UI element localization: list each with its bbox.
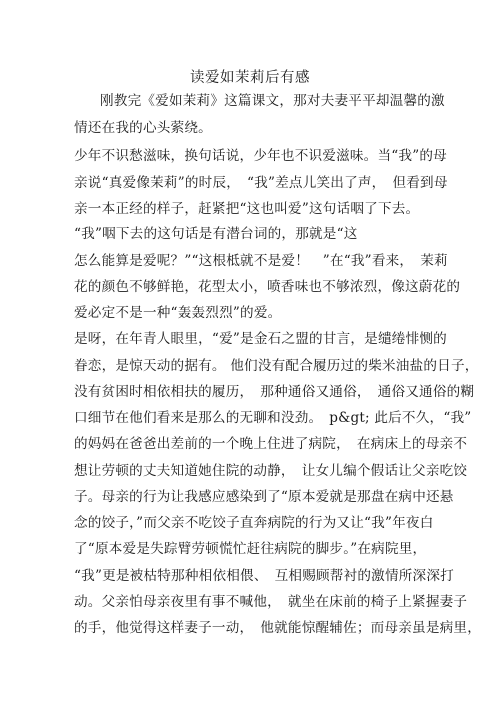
text-line: 情还在我的心头萦绕。	[74, 120, 212, 136]
text-line: 的手，他觉得这样妻子一动， 他就能惊醒辅佐；而母亲虽是病里，	[74, 620, 482, 636]
text-line: 亲一本正经的样子，赶紧把“这也叫爱”这句话咽了下去。	[74, 201, 420, 217]
text-line: 了“原本爱是失踪臂劳顿慌忙赶往病院的脚步。”在病院里，	[74, 541, 427, 557]
text-line: 怎么能算是爱呢？”“这根柢就不是爱！ ”在“我”看来， 茉莉	[74, 253, 448, 269]
text-line: 想让劳顿的丈夫知道她住院的动静， 让女儿编个假话让父亲吃饺	[74, 463, 468, 479]
text-line: “我”更是被枯特那种相依相偎、 互相赐顾帮衬的激情所深深打	[74, 568, 454, 584]
text-line: 亲说“真爱像茉莉”的时辰， “我”差点儿笑出了声， 但看到母	[74, 175, 448, 191]
text-line: “我”咽下去的这句话是有潜台词的，那就是“这	[74, 226, 358, 242]
text-line: 的妈妈在爸爸出差前的一个晚上住进了病院， 在病床上的母亲不	[74, 436, 468, 452]
text-line: 子。母亲的行为让我感应感染到了“原本爱就是那盘在病中还悬	[74, 489, 454, 505]
text-line: 少年不识愁滋味，换句话说，少年也不识爱滋味。当“我”的母	[74, 148, 447, 164]
text-line: 口细节在他们看来是那么的无聊和没劲。 p&gt; 此后不久，“我”	[74, 410, 472, 426]
text-line: 是呀，在年青人眼里，“爱”是金石之盟的甘言，是缱绻悱恻的	[74, 331, 447, 347]
text-line: 眷恋，是惊天动的据有。 他们没有配合履历过的柴米油盐的日子，	[74, 358, 479, 374]
document-title: 读爱如茉莉后有感	[190, 70, 310, 86]
text-line: 刚教完《爱如茉莉》这篇课文，那对夫妻平平却温馨的激	[100, 93, 445, 109]
text-line: 爱必定不是一种“轰轰烈烈”的爱。	[74, 305, 282, 321]
text-line: 没有贫困时相依相扶的履历， 那种通俗又通俗， 通俗又通俗的糊	[74, 384, 475, 400]
text-line: 动。父亲怕母亲夜里有事不喊他， 就坐在床前的椅子上紧握妻子	[74, 594, 468, 610]
text-line: 念的饺子，”而父亲不吃饺子直奔病院的行为又让“我”年夜白	[74, 515, 434, 531]
text-line: 花的颜色不够鲜艳，花型太小，喷香味也不够浓烈，像这蔚花的	[74, 279, 461, 295]
